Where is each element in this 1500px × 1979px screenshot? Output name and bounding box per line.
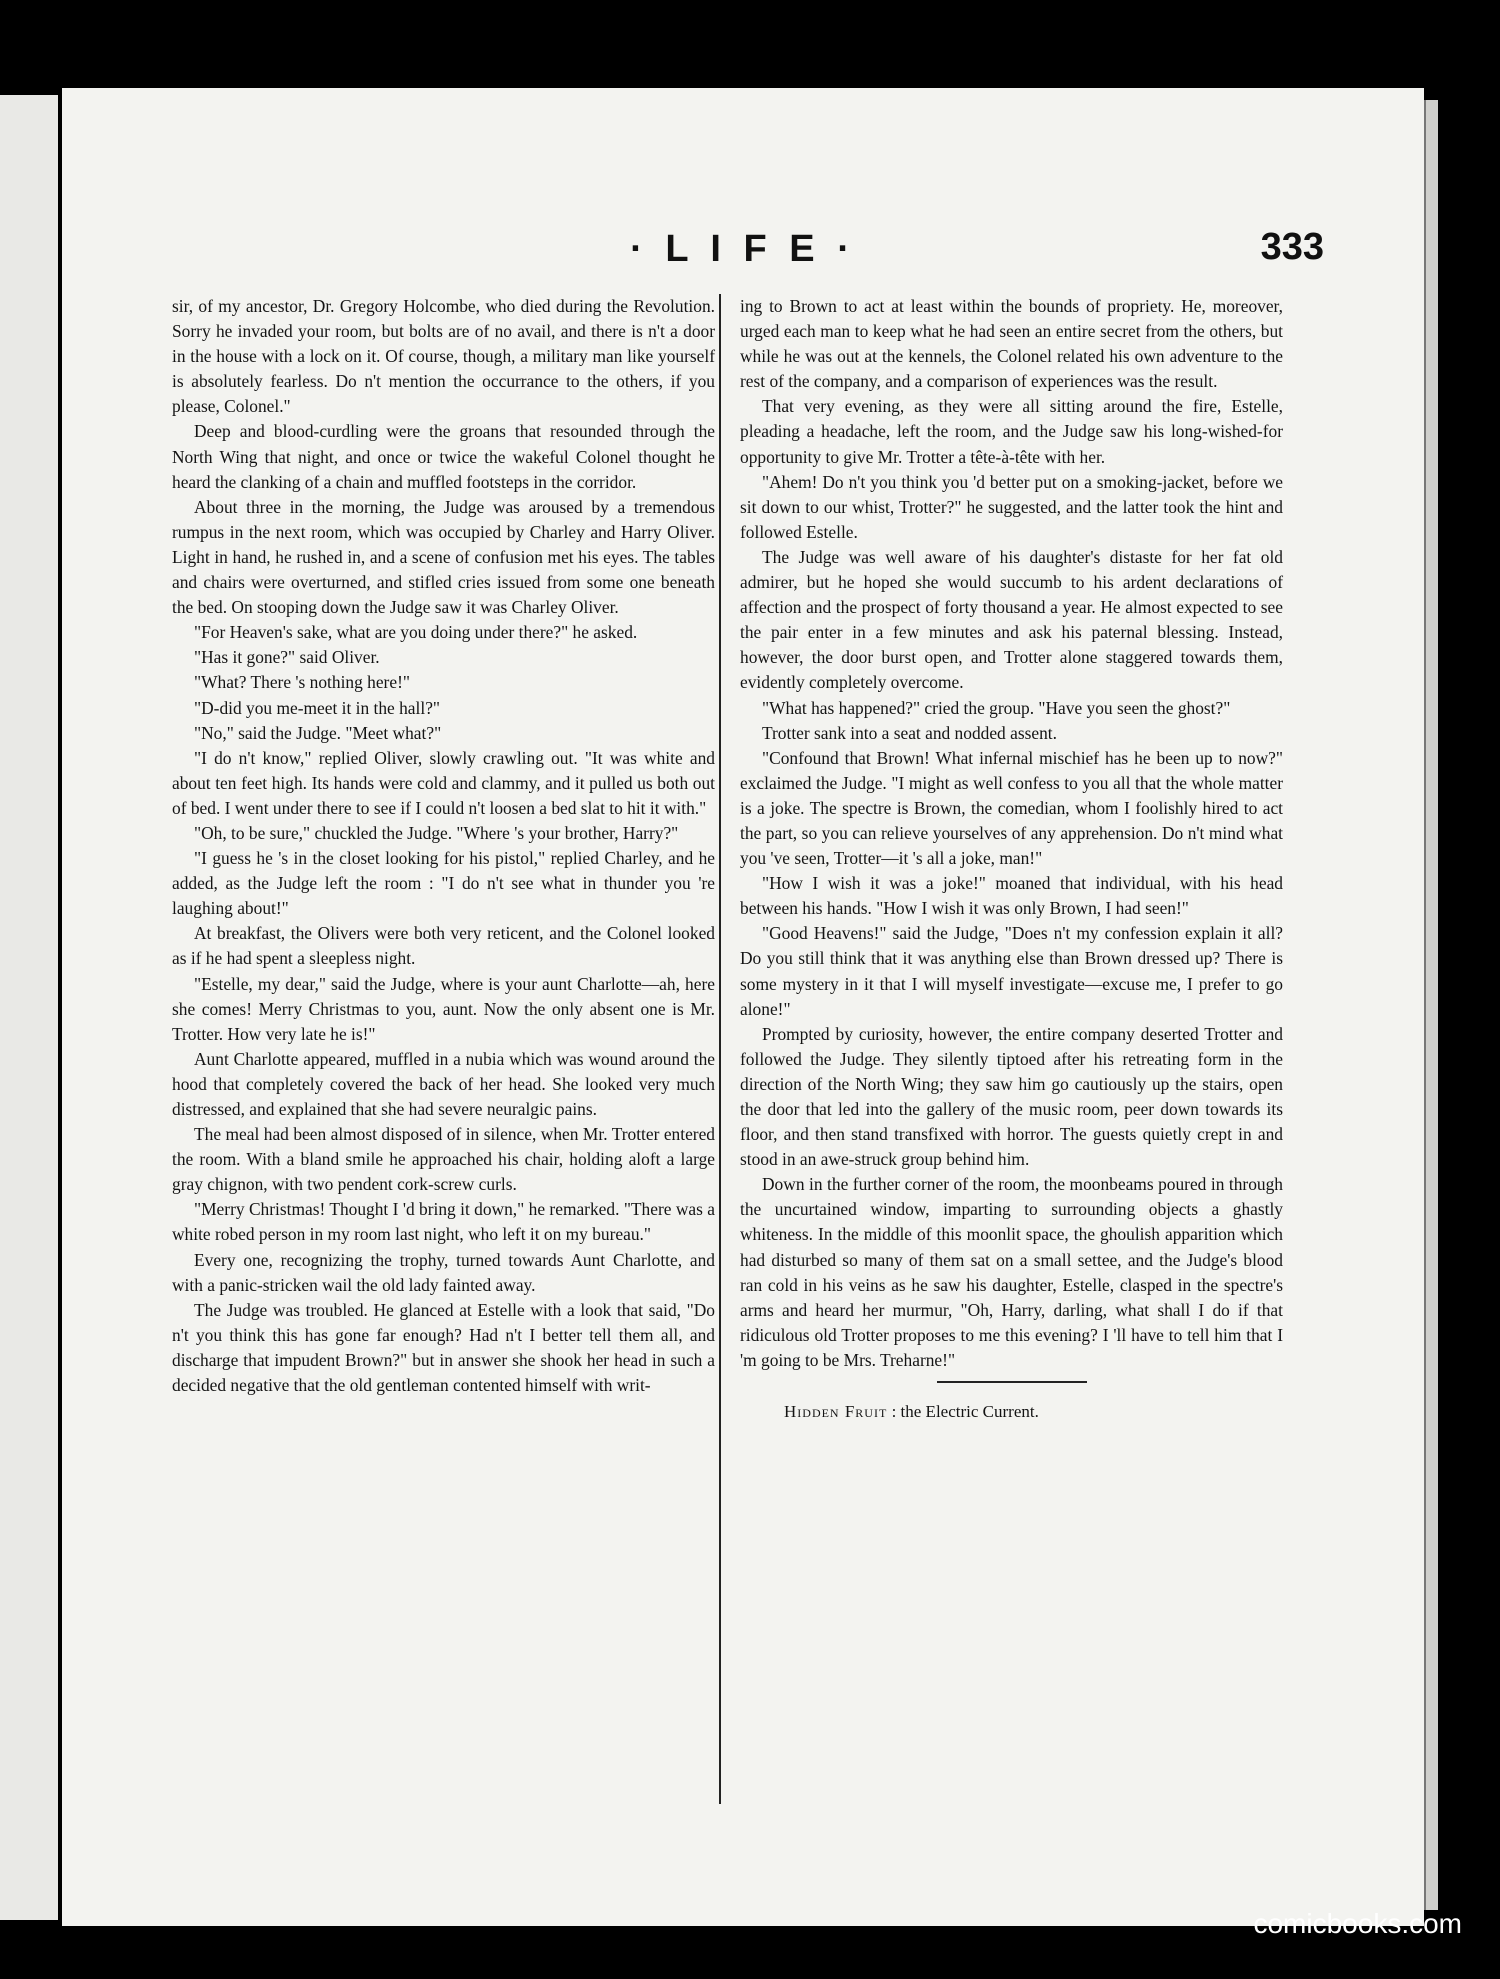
paragraph: The Judge was well aware of his daughter's distaste for her fat old admirer, but he hoped she would succumb to his ardent declarations of affection and the prospect of forty thousand a year. He almost expected to see the pair enter in a few minutes and ask his paternal blessing. Instead, however, the door burst open, and Trotter alone staggered towards them, evidently completely overcome.: [740, 546, 1283, 693]
page-header: [62, 226, 1424, 296]
paragraph: "D-did you me-meet it in the hall?": [194, 697, 441, 718]
paragraph: Trotter sank into a seat and nodded assent.: [762, 722, 1057, 743]
paragraph: "For Heaven's sake, what are you doing under there?" he asked.: [194, 622, 638, 643]
paragraph: Every one, recognizing the trophy, turned towards Aunt Charlotte, and with a panic-stricken wail the old lady fainted away.: [172, 1249, 715, 1295]
watermark: comicbooks.com: [1253, 1908, 1462, 1939]
paragraph: "Merry Christmas! Thought I 'd bring it down," he remarked. "There was a white robed person in my room last night, who left it on my bureau.": [172, 1199, 715, 1245]
facing-page-edge: [0, 95, 58, 1920]
filler-note: [740, 1399, 1283, 1424]
paragraph: "What has happened?" cried the group. "Have you seen the ghost?": [762, 697, 1231, 718]
paragraph: The Judge was troubled. He glanced at Estelle with a look that said, "Do n't you think this has gone far enough? Had n't I better tell them all, and discharge that impudent Brown?" but in answer she shook her head in such a decided negative that the old gentleman contented himself with writ-: [172, 1299, 715, 1396]
page-edge: [1424, 100, 1438, 1910]
paragraph: "What? There 's nothing here!": [194, 672, 410, 693]
filler-text: : the Electric Current.: [891, 1402, 1039, 1422]
paragraph: "I do n't know," replied Oliver, slowly crawling out. "It was white and about ten feet high. Its hands were cold and clammy, and it pulled us both out of bed. I went under there to see if I could n't loosen a bed slat to hit it with.": [172, 747, 715, 818]
paragraph: About three in the morning, the Judge was aroused by a tremendous rumpus in the next room, which was occupied by Charley and Harry Oliver. Light in hand, he rushed in, and a scene of confusion met his eyes. The tables and chairs were overturned, and stifled cries issued from some one beneath the bed. On stooping down the Judge saw it was Charley Oliver.: [172, 496, 715, 618]
paragraph: "Oh, to be sure," chuckled the Judge. "Where 's your brother, Harry?": [194, 822, 679, 843]
magazine-title: · L I F E ·: [630, 228, 856, 270]
section-rule: [937, 1381, 1087, 1383]
page-number: 333: [1260, 226, 1324, 268]
paragraph: "Confound that Brown! What infernal mischief has he been up to now?" exclaimed the Judge. "I might as well confess to you all that the whole matter is a joke. The spectre is Brown, the comedian, whom I foolishly hired to act the part, so you can relieve yourselves of any apprehension. Do n't mind what you 've seen, Trotter—it 's all a joke, man!": [740, 747, 1283, 869]
right-column: [740, 294, 1283, 1424]
paragraph: "Estelle, my dear," said the Judge, where is your aunt Charlotte—ah, here she comes! Merry Christmas to you, aunt. Now the only absent one is Mr. Trotter. How very late he is!": [172, 973, 715, 1044]
paragraph: Prompted by curiosity, however, the entire company deserted Trotter and followed the Judge. They silently tiptoed after his retreating form in the direction of the North Wing; they saw him go cautiously up the stairs, open the door that led into the gallery of the music room, peer down towards its floor, and then stand transfixed with horror. The guests quietly crept in and stood in an awe-struck group behind him.: [740, 1023, 1283, 1170]
filler-label: Hidden Fruit: [784, 1402, 888, 1422]
paragraph: "Good Heavens!" said the Judge, "Does n't my confession explain it all? Do you still think that it was anything else than Brown dressed up? There is some mystery in it that I will myself investigate—excuse me, I prefer to go alone!": [740, 923, 1283, 1019]
paragraph: The meal had been almost disposed of in silence, when Mr. Trotter entered the room. With a bland smile he approached his chair, holding aloft a large gray chignon, with two pendent cork-screw curls.: [172, 1124, 715, 1195]
paragraph: sir, of my ancestor, Dr. Gregory Holcombe, who died during the Revolution. Sorry he invaded your room, but bolts are of no avail, and there is n't a door in the house with a lock on it. Of course, though, a military man like yourself is absolutely fearless. Do n't mention the occurrance to the others, if you please, Colonel.": [172, 296, 715, 417]
paragraph: "Has it gone?" said Oliver.: [194, 647, 380, 668]
paragraph: "How I wish it was a joke!" moaned that individual, with his head between his hands. "How I wish it was only Brown, I had seen!": [740, 873, 1283, 919]
paragraph: Aunt Charlotte appeared, muffled in a nubia which was wound around the hood that completely covered the back of her head. She looked very much distressed, and explained that she had severe neuralgic pains.: [172, 1048, 715, 1119]
paragraph: Deep and blood-curdling were the groans that resounded through the North Wing that night, and once or twice the wakeful Colonel thought he heard the clanking of a chain and muffled footsteps in the corridor.: [172, 421, 715, 492]
paragraph: Down in the further corner of the room, the moonbeams poured in through the uncurtained window, imparting to surrounding objects a ghastly whiteness. In the middle of this moonlit space, the ghoulish apparition which had disturbed so many of them sat on a small settee, and the Judge's blood ran cold in his veins as he saw his daughter, Estelle, clasped in the spectre's arms and heard her murmur, "Oh, Harry, darling, what shall I do if that ridiculous old Trotter proposes to me this evening? I 'll have to tell him that I 'm going to be Mrs. Treharne!": [740, 1174, 1283, 1370]
paragraph: At breakfast, the Olivers were both very reticent, and the Colonel looked as if he had spent a sleepless night.: [172, 923, 715, 969]
paragraph: That very evening, as they were all sitting around the fire, Estelle, pleading a headache, left the room, and the Judge saw his long-wished-for opportunity to give Mr. Trotter a tête-à-tête with her.: [740, 396, 1283, 467]
paragraph: "I guess he 's in the closet looking for his pistol," replied Charley, and he added, as the Judge left the room : "I do n't see what in thunder you 're laughing about!": [172, 848, 715, 919]
left-column: [172, 294, 715, 1398]
magazine-page: [62, 88, 1424, 1926]
paragraph: "No," said the Judge. "Meet what?": [194, 722, 442, 743]
column-divider: [719, 294, 721, 1804]
paragraph: "Ahem! Do n't you think you 'd better put on a smoking-jacket, before we sit down to our whist, Trotter?" he suggested, and the latter took the hint and followed Estelle.: [740, 471, 1283, 542]
paragraph: ing to Brown to act at least within the bounds of propriety. He, moreover, urged each man to keep what he had seen an entire secret from the others, but while he was out at the kennels, the Colonel related his own adventure to the rest of the company, and a comparison of experiences was the result.: [740, 296, 1283, 392]
